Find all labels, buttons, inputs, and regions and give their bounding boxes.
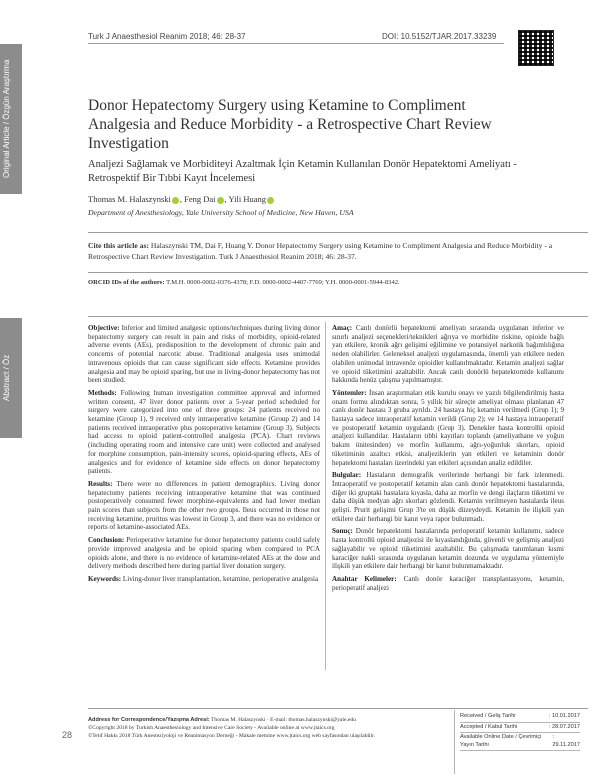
orcid-block [88,279,400,286]
divider [88,232,588,233]
abstract-section: Methods: Following human investigation committee approval and informed written consent, 47 liver donor patients over a 5-year period scheduled for surgery were categorized into one of three groups: 24 patients received no ketamine (Group 1), 9 received only intraoperative ketamine (Group 2) and 14 patients received intraoperative plus postoperative ketamine (Group 3). Subjects had access to opioid patient-controlled analgesia (PCA). Chart reviews (including operating room and intensive care unit) were collected and analysed for morphine consumption, pain-intensity scores, opioid-sparing effects, AEs of analgesics and for evidence of ketamine side effects on donor hepatectomy patients. [88,388,320,476]
orcid-icon[interactable] [217,197,224,204]
cite-text: Halaszynski TM, Dai F, Huang Y. Donor Hepatectomy Surgery using Ketamine to Compliment Analgesia and Reduce Morbidity - a Retrospective Chart Review Investigation. Turk J Anaesthesiol Reanim 2018; 46: 28-37. [88,241,553,261]
author-name: Thomas M. Halaszynski [88,194,171,204]
orcid-icon[interactable] [172,197,179,204]
column-divider [325,322,326,670]
article-type-label: Original Article / Özgün Araştırma [2,59,11,179]
abstract-turkish [332,324,564,596]
article-subtitle: Analjezi Sağlamak ve Morbiditeyi Azaltmak İçin Ketamin Kullanılan Donör Hepatektomi Ameliyatı - Retrospektif Bir Tıbbi Kayıt İncelemesi [88,159,517,184]
keywords: Anahtar Kelimeler: Canlı donör karaciğer transplantasyonu, ketamin, perioperatif analjezi [332,574,564,592]
footer-divider [454,710,455,774]
copyright-en: ©Copyright 2018 by Turkish Anaesthesiology and Intensive Care Society - Available online at www.jtaics.org [88,725,335,731]
orcid-icon[interactable] [267,197,274,204]
cite-label: Cite this article as: [88,241,149,250]
article-dates [460,712,580,751]
abstract-section: Results: There were no differences in patient demographics. Living donor hepatectomy patients receiving intraoperative ketamine that was continued postoperatively consumed fewer morphine-equivalents and had lower median pain scores than subjects from the other two groups. Ileus occurred in those not receiving ketamine, pruritus was lowest in Group 3, and there was no evidence or reports of ketamine-associated AEs. [88,479,320,532]
abstract-section: Bulgular: Hastaların demografik verilerinde herhangi bir fark izlenmedi. İntraoperatif ve postoperatif ketamin alan canlı donör hepatektomi hastalarında, diğer iki gruptaki hastalara kıyasla, daha az morfin ve dengi ilaçların tüketimi ve daha düşük medyan ağrı skorları gözlendi. Ketamin verilmeyen hastalarda ileus gelişti. Prurit gelişimi Grup 3'te en düşük düzeydeydi. Ketamin ile ilişkili yan etkilere dair herhangi bir kanıt veya rapor bulunmadı. [332,471,564,523]
abstract-english [88,324,320,588]
abstract-tab [0,318,22,438]
article-type-tab [0,44,22,194]
correspondence-label: Address for Correspondence/Yazışma Adresi: [88,717,210,723]
correspondence-text: Thomas M. Halaszynski · E-mail: thomas.halaszynski@yale.edu [210,717,356,723]
qr-code-icon [518,30,554,66]
footer-notes [88,716,448,740]
author-list: Thomas M. Halaszynski , Feng Dai , Yili Huang [88,194,275,204]
doi[interactable]: DOI: 10.5152/TJAR.2017.33239 [382,32,497,41]
page-number: 28 [62,730,73,740]
abstract-section: Conclusion: Perioperative ketamine for donor hepatectomy patients could safely provide improved analgesia and be opioid sparing when compared to PCA opioids alone, and there is no evidence of ketamine-related AEs at the dose and delivery methods described here during partial liver donation surgery. [88,536,320,571]
keywords: Keywords: Living-donor liver transplantation, ketamine, perioperative analgesia [88,574,319,583]
abstract-section: Sonuç: Donör hepatektomi hastalarında perioperatif ketamin kullanımı, sadece hasta kontrollü opioid analjezisi ile kıyaslandığında, güvenli ve gelişmiş analjezi sağlayabilir ve opioid tüketimini azaltabilir. Bu çalışmada tanımlanan kısmi karaciğer nakli sırasında uygulanan ketamin dozunda ve uygulama yöntemiyle ilişkili yan etkilere dair herhangi bir kanıt bulunmamaktadır. [332,527,564,571]
date-row: Available Online Date / Çevrimiçi Yayın Tarihi : 29.11.2017 [460,733,580,751]
divider [88,272,588,273]
cite-block [88,240,560,262]
abstract-section: Objective: Inferior and limited analgesic options/techniques during living donor hepatectomy surgery can result in pain and risks of morbidity, opioid-related adverse events (AEs), predisposition to the development of chronic pain and concerns of potential narcotic abuse. Traditional analgesia uses unimodal intravenous opioids that can cause significant side effects. Ketamine provides analgesia and may be opioid sparing, but use in living-donor hepatectomy has not been studied. [88,324,320,385]
author-name: Yili Huang [228,194,267,204]
article-title: Donor Hepatectomy Surgery using Ketamine to Compliment Analgesia and Reduce Morbidity - a Retrospective Chart Review Investigation [88,97,492,152]
abstract-section: Amaç: Canlı donörlü hepatektomi ameliyatı sırasında uygulanan inferior ve sınırlı analjezi seçenekleri/teknikleri ağrıya ve morbidite riskine, opioide bağlı yan etkilere, kronik ağrı gelişimi eğilimine ve potansiyel narkotik bağımlılığına neden olabilirler. Geleneksel analjezi uygulamasında, önemli yan etkilere neden olabilen unimodal intravenöz opioidler kullanılmaktadır. Ketamin analjezi sağlar ve opioid tüketimini azaltabilir. Ancak canlı donörlü hepatektomide kullanımı hakkında henüz çalışma yapılmamıştır. [332,324,564,385]
abstract-section: Yöntemler: İnsan araştırmaları etik kurulu onayı ve yazılı bilgilendirilmiş hasta onam formu alındıktan sonra, 5 yıllık bir süreçte ameliyat olması planlanan 47 canlı donör hastası 3 gruba ayrıldı. 24 hastaya hiç ketamin verilmedi (Grup 1); 9 hastaya sadece intraoperatif ketamin verildi (Grup 2); ve 14 hastaya intraoperatif ve postoperatif ketamin uygulandı (Grup 3). Denekler hasta kontrollü opioid analjezi kullandılar. Hastaların tıbbi kayıtları toplandı (ameliyathane ve yoğun bakım ünitesinden) ve morfin kullanımı, ağrı-yoğunluk skorları, opioid tüketiminin azaltıcı etkisi, analjeziklerin yan etkileri ve ketaminin donör hepatektomi hastaları üzerindeki yan etkileri açısından analiz edildiler. [332,388,564,467]
affiliation: Department of Anesthesiology, Yale University School of Medicine, New Haven, USA [88,208,354,217]
orcid-text: T.M.H. 0000-0002-0376-4378; F.D. 0000-0002-4407-7769; Y.H. 0000-0001-5944-8342. [166,279,400,286]
date-row: Accepted / Kabul Tarihi : 28.07.2017 [460,723,580,734]
author-name: Feng Dai [184,194,216,204]
abstract-tab-label: Abstract / Öz [2,354,11,402]
journal-citation: Turk J Anaesthesiol Reanim 2018; 46: 28-37 [88,32,246,41]
footer-rule [88,708,588,709]
date-row: Received / Geliş Tarihi : 10.01.2017 [460,712,580,723]
orcid-label: ORCID IDs of the authors: [88,279,165,286]
divider [88,316,588,317]
header-rule [88,43,504,44]
copyright-tr: ©Telif Hakkı 2018 Türk Anesteziyoloji ve Reanimasyon Derneği - Makale metnine www.jtaics.org web sayfasından ulaşılabilir. [88,733,376,739]
